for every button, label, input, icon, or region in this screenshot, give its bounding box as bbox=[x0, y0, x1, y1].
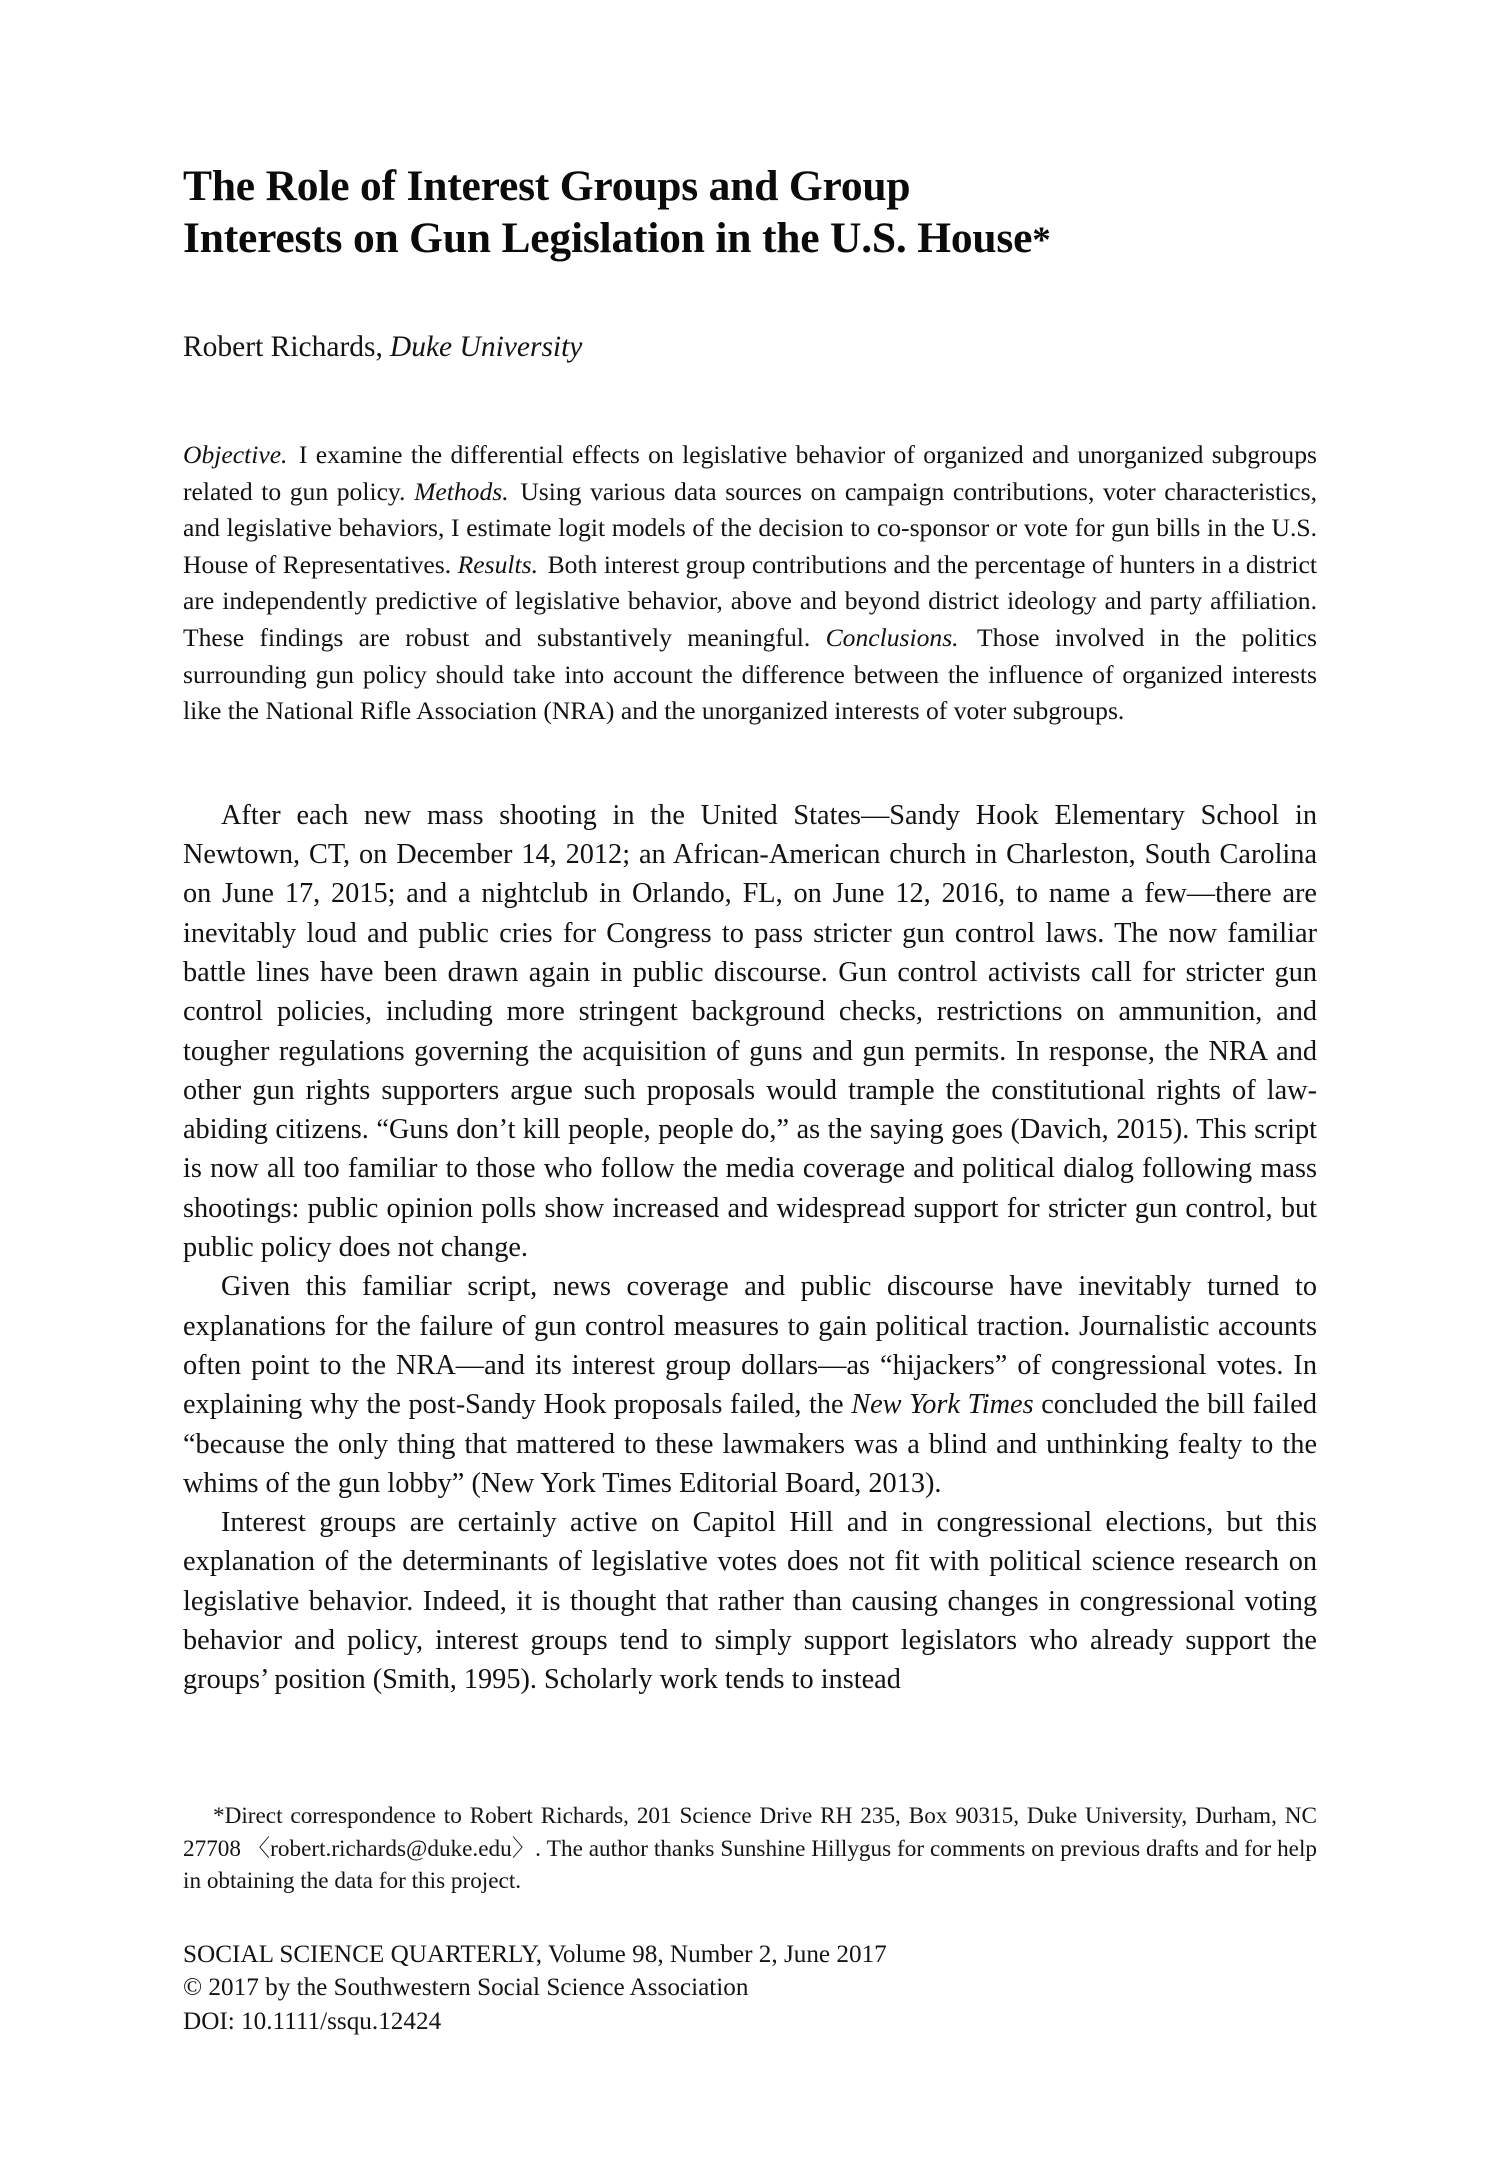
journal-copyright: © 2017 by the Southwestern Social Science Association bbox=[183, 1974, 749, 2002]
page-footer bbox=[183, 1800, 1317, 2039]
title-footnote-marker: * bbox=[1032, 220, 1051, 261]
page-title bbox=[183, 160, 1317, 267]
abstract-spacer-4 bbox=[959, 623, 977, 652]
abstract-results-label: Results. bbox=[457, 549, 538, 579]
body-paragraph-1-text: After each new mass shooting in the United States—Sandy Hook Elementary School in Newtown, CT, on December 14, 2012; an African-American church in Charleston, South Carolina on June 17, 2015; and a nightclub in Orlando, FL, on June 12, 2016, to name a few—there are inevitably loud and public cries for Congress to pass stricter gun control laws. The now familiar battle lines have been drawn again in public discourse. Gun control activists call for stricter gun control policies, including more stringent background checks, restrictions on ammunition, and tougher regulations governing the acquisition of guns and gun permits. In response, the NRA and other gun rights supporters argue such proposals would trample the constitutional rights of law-abiding citizens. “Guns don’t kill people, people do,” as the saying goes (Davich, 2015). This script is now all too familiar to those who follow the media coverage and political dialog following mass shootings: public opinion polls show increased and widespread support for stricter gun control, but public policy does not change. bbox=[183, 799, 1317, 1264]
title-line-1: The Role of Interest Groups and Group bbox=[183, 162, 911, 210]
journal-doi: DOI: 10.1111/ssqu.12424 bbox=[183, 2007, 442, 2035]
nyt-citation: New York Times bbox=[851, 1389, 1034, 1421]
journal-citation: SOCIAL SCIENCE QUARTERLY, Volume 98, Number 2, June 2017 bbox=[183, 1940, 887, 1968]
article-body bbox=[183, 796, 1317, 1700]
abstract-methods-label: Methods. bbox=[414, 476, 509, 506]
title-line-2 bbox=[183, 212, 1317, 267]
footnote-text: Direct correspondence to Robert Richards, 201 Science Drive RH 235, Box 90315, Duke University, Durham, NC 27708 〈robert.richards@duke.edu〉. The author thanks Sunshine Hillygus for comments on previous drafts and for help in obtaining the data for this project. bbox=[183, 1803, 1317, 1895]
body-paragraph-3 bbox=[183, 1503, 1317, 1699]
abstract-conclusions-label: Conclusions. bbox=[825, 622, 959, 652]
abstract-objective-label: Objective. bbox=[183, 440, 288, 469]
title-line-2-text: Interests on Gun Legislation in the U.S. House bbox=[183, 214, 1033, 262]
abstract-spacer-3 bbox=[538, 550, 548, 579]
abstract-objective-text: I examine the differential effects on legislative behavior of organized and unorganized subgroups related to gun policy. bbox=[183, 440, 1317, 506]
correspondence-footnote bbox=[183, 1800, 1317, 1898]
abstract bbox=[183, 437, 1317, 730]
abstract-spacer-2 bbox=[509, 477, 521, 506]
journal-imprint bbox=[183, 1938, 1317, 2039]
footnote-marker: * bbox=[213, 1803, 225, 1829]
author-name: Robert Richards, bbox=[183, 331, 383, 363]
abstract-spacer-1 bbox=[287, 440, 298, 469]
abstract-results-text: Both interest group contributions and the percentage of hunters in a district are independently predictive of legislative behavior, above and beyond district ideology and party affiliation. These findings are robust and substantively meaningful. bbox=[183, 549, 1317, 652]
body-paragraph-2 bbox=[183, 1267, 1317, 1503]
abstract-methods-text: Using various data sources on campaign contributions, voter characteristics, and legislative behaviors, I estimate logit models of the decision to co-sponsor or vote for gun bills in the U.S. House of Representatives. bbox=[183, 476, 1317, 579]
body-paragraph-3-text: Interest groups are certainly active on Capitol Hill and in congressional elections, but this explanation of the determinants of legislative votes does not fit with political science research on legislative behavior. Indeed, it is thought that rather than causing changes in congressional voting behavior and policy, interest groups tend to simply support legislators who already support the groups’ position (Smith, 1995). Scholarly work tends to instead bbox=[183, 1507, 1317, 1696]
body-paragraph-2-text-after: concluded the bill failed “because the only thing that mattered to these lawmakers was a blind and unthinking fealty to the whims of the gun lobby” (New York Times Editorial Board, 2013). bbox=[183, 1389, 1317, 1499]
author-affiliation: Duke University bbox=[389, 331, 583, 363]
body-paragraph-1 bbox=[183, 796, 1317, 1268]
page-content-column bbox=[183, 0, 1317, 1700]
author-byline bbox=[183, 329, 1317, 365]
abstract-conclusions-text: Those involved in the politics surrounding gun policy should take into account the difference between the influence of organized interests like the National Rifle Association (NRA) and the unorganized interests of voter subgroups. bbox=[183, 622, 1317, 726]
body-paragraph-2-text-before: Given this familiar script, news coverage and public discourse have inevitably turned to explanations for the failure of gun control measures to gain political traction. Journalistic accounts often point to the NRA—and its interest group dollars—as “hijackers” of congressional votes. In explaining why the post-Sandy Hook proposals failed, the bbox=[183, 1271, 1317, 1421]
